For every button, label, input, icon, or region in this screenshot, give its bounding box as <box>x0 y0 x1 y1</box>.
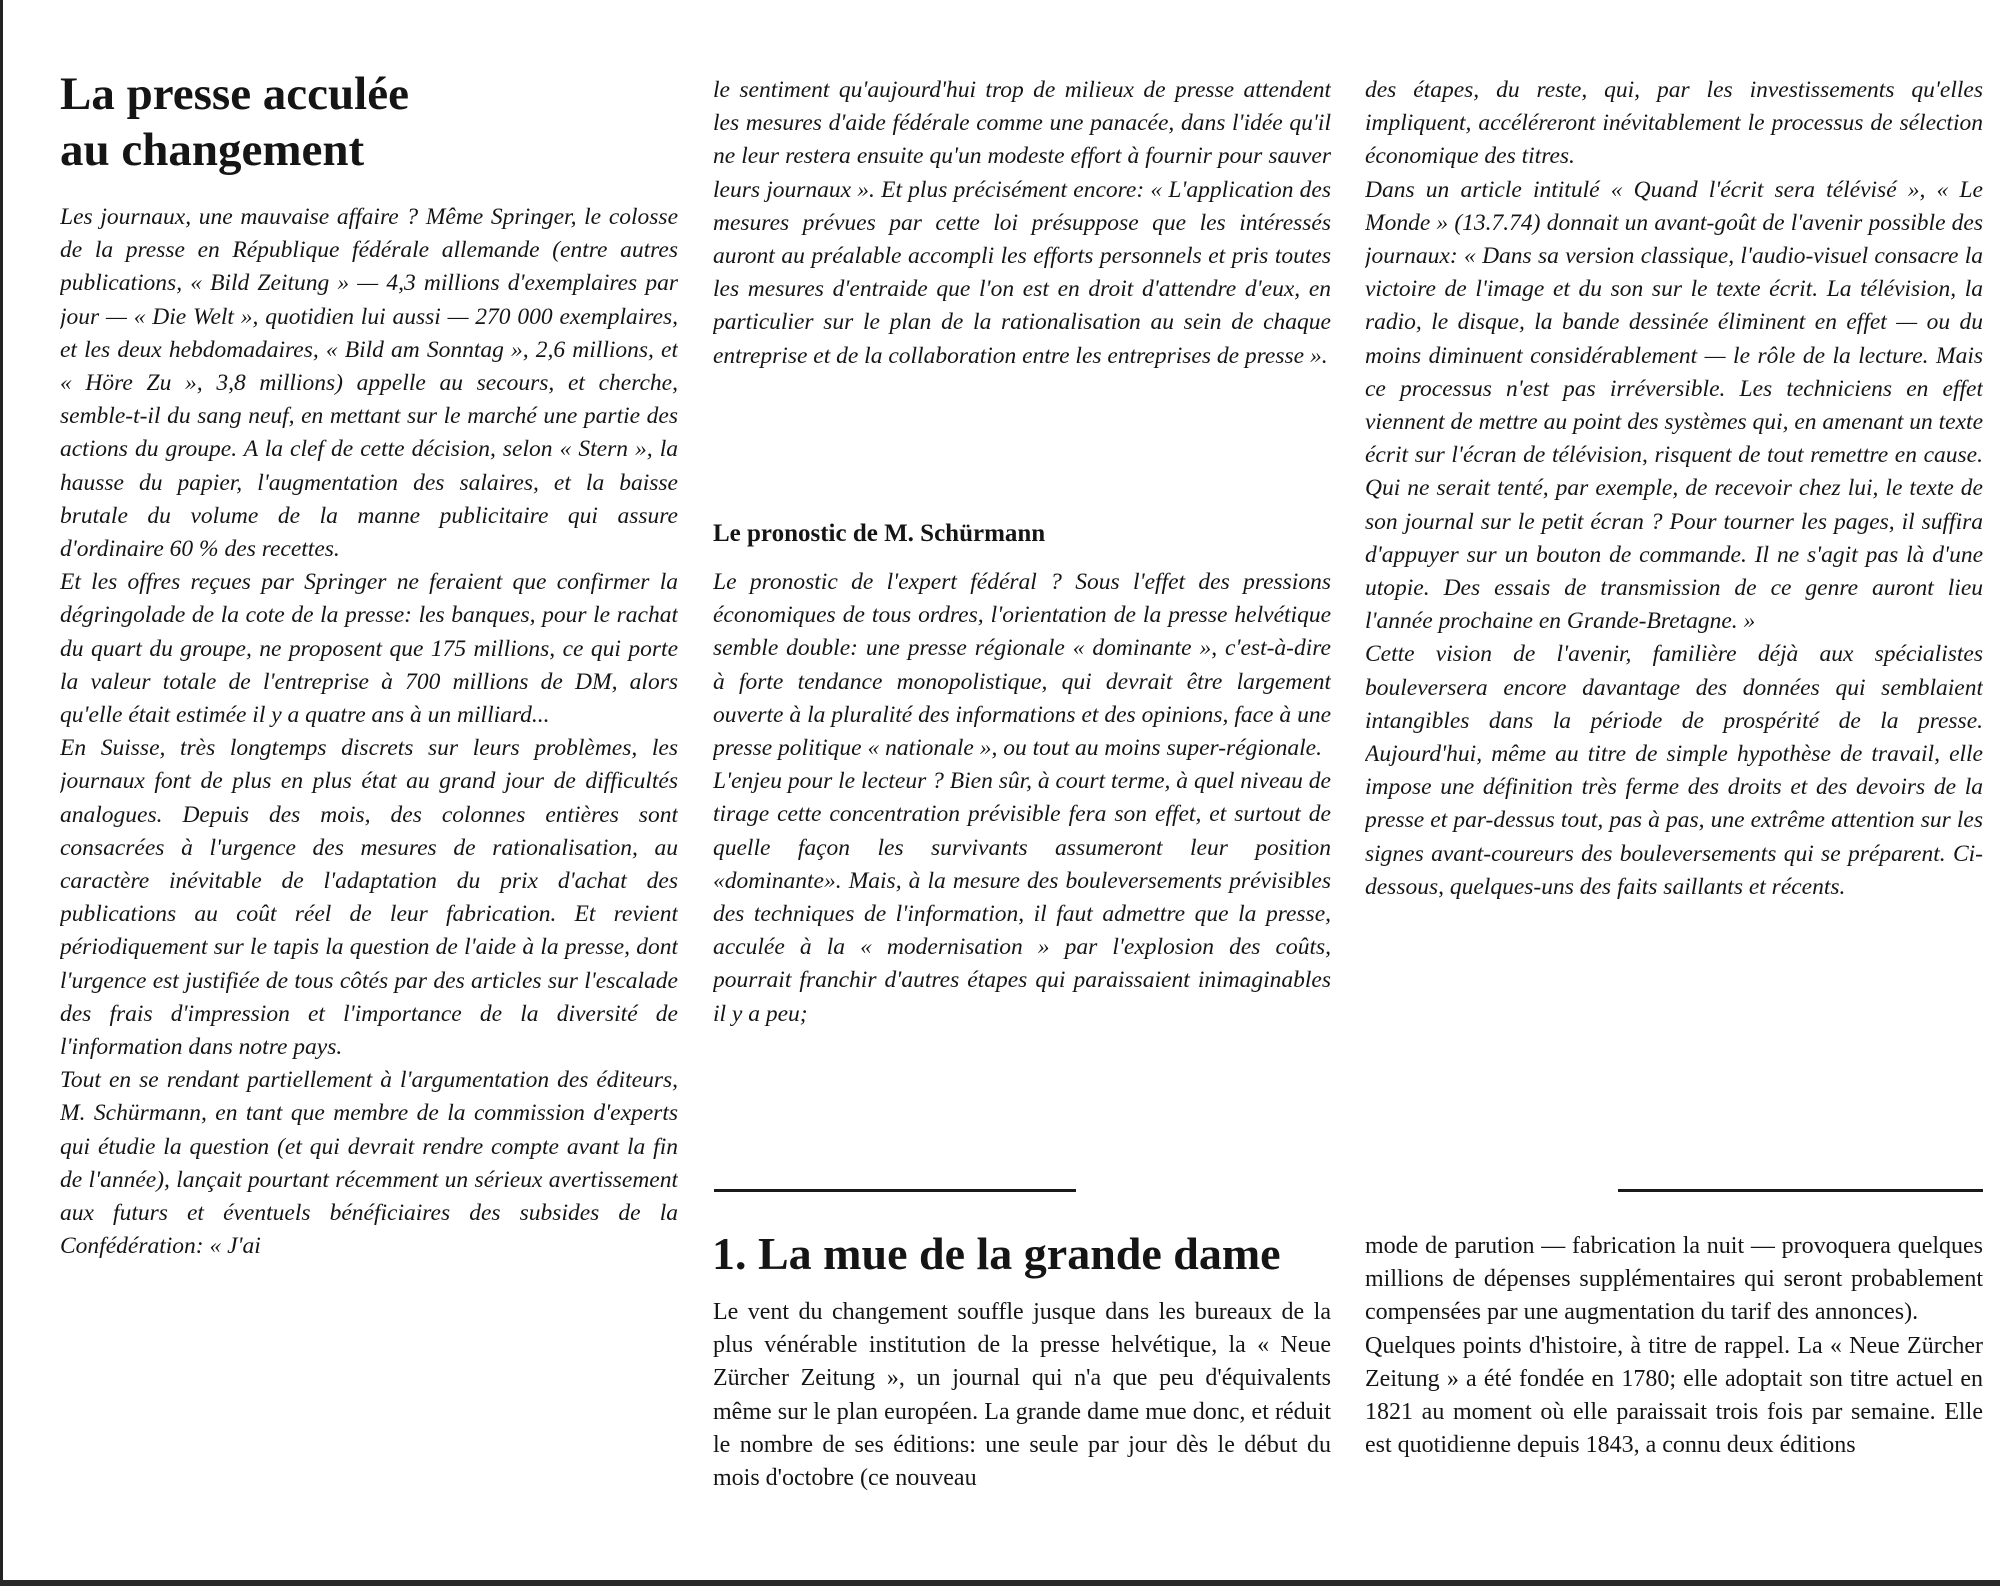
col2b-paragraph: L'enjeu pour le lecteur ? Bien sûr, à court terme, à quel niveau de tirage cette concentration prévisible fera son effet, et surtout de quelle façon les survivants assumeront leur position «dominante». Mais, à la mesure des bouleversements prévisibles des techniques de l'information, il faut admettre que la presse, acculée à la « modernisation » par l'explosion des coûts, pourrait franchir d'autres étapes qui paraissaient inimaginables il y a peu; <box>713 768 1331 1027</box>
section1-column-a <box>713 1296 1331 1546</box>
subhead-pronostic: Le pronostic de M. Schürmann <box>713 520 1046 547</box>
article-title-line2: au changement <box>60 124 365 176</box>
section1-paragraph: mode de parution — fabrication la nuit — provoquera quelques millions de dépenses supplémentaires qui seront probablement compensées par une augmentation du tarif des annonces). <box>1365 1233 1983 1326</box>
section-divider-left <box>714 1189 1076 1192</box>
section1-column-b <box>1365 1230 1983 1550</box>
column-1 <box>60 201 678 1541</box>
article-title <box>60 66 700 178</box>
section-divider-right <box>1618 1189 1983 1192</box>
col1-paragraph: Tout en se rendant partiellement à l'argumentation des éditeurs, M. Schürmann, en tant que membre de la commission d'experts qui étudie la question (et qui devrait rendre compte avant la fin de l'année), lançait pourtant récemment un sérieux avertissement aux futurs et éventuels bénéficiaires des subsides de la Confédération: « J'ai <box>60 1067 678 1260</box>
col2-paragraph: le sentiment qu'aujourd'hui trop de milieux de presse attendent les mesures d'aide fédérale comme une panacée, dans l'idée qu'il ne leur restera ensuite qu'un modeste effort à fournir pour sauver leurs journaux ». Et plus précisément encore: « L'application des mesures prévues par cette loi présuppose que les intéressés auront au préalable accompli les efforts personnels et pris toutes les mesures d'entraide que l'on est en droit d'attendre d'eux, en particulier sur le plan de la rationalisation au sein de chaque entreprise et de la collaboration entre les entreprises de presse ». <box>713 77 1331 369</box>
section-title: 1. La mue de la grande dame <box>712 1228 1281 1279</box>
col3-paragraph: Dans un article intitulé « Quand l'écrit sera télévisé », « Le Monde » (13.7.74) donnait un avant-goût de l'avenir possible des journaux: « Dans sa version classique, l'audio-visuel consacre la victoire de l'image et du son sur le texte écrit. La télévision, la radio, le disque, la bande dessinée éliminent en effet — ou du moins diminuent considérablement — le rôle de la lecture. Mais ce processus n'est pas irréversible. Les techniciens en effet viennent de mettre au point des systèmes qui, en amenant un texte écrit sur l'écran de télévision, risquent de tout remettre en cause. Qui ne serait tenté, par exemple, de recevoir chez lui, le texte de son journal sur le petit écran ? Pour tourner les pages, il suffira d'appuyer sur un bouton de commande. Il ne s'agit pas là d'une utopie. Des essais de transmission de ce genre auront lieu l'année prochaine en Grande-Bretagne. » <box>1365 176 1983 635</box>
section1-paragraph: Quelques points d'histoire, à titre de rappel. La « Neue Zürcher Zeitung » a été fondée en 1780; elle adoptait son titre actuel en 1821 au moment où elle paraissait trois fois par semaine. Elle est quotidienne depuis 1843, a connu deux éditions <box>1365 1332 1983 1459</box>
scan-border-bottom <box>0 1580 2000 1586</box>
scan-border-left <box>0 0 3 1586</box>
column-2-bottom <box>713 566 1331 1136</box>
col2b-paragraph: Le pronostic de l'expert fédéral ? Sous l'effet des pressions économiques de tous ordres, l'orientation de la presse helvétique semble double: une presse régionale « dominante », c'est-à-dire à forte tendance monopolistique, qui devrait être largement ouverte à la pluralité des informations et des opinions, face à une presse politique « nationale », ou tout au moins super-régionale. <box>713 569 1331 762</box>
column-3 <box>1365 74 1983 1144</box>
col1-paragraph: En Suisse, très longtemps discrets sur leurs problèmes, les journaux font de plus en plus état au grand jour de difficultés analogues. Depuis des mois, des colonnes entières sont consacrées à l'urgence des mesures de rationalisation, au caractère inévitable de l'adaptation du prix d'achat des publications au coût réel de leur fabrication. Et revient périodiquement sur le tapis la question de l'aide à la presse, dont l'urgence est justifiée de tous côtés par des articles sur l'escalade des frais d'impression et l'importance de la diversité de l'information dans notre pays. <box>60 735 678 1061</box>
col1-paragraph: Et les offres reçues par Springer ne feraient que confirmer la dégringolade de la cote de la presse: les banques, pour le rachat du quart du groupe, ne proposent que 175 millions, ce qui porte la valeur totale de l'entreprise à 700 millions de DM, alors qu'elle était estimée il y a quatre ans à un milliard... <box>60 569 678 729</box>
section1-paragraph: Le vent du changement souffle jusque dans les bureaux de la plus vénérable institution de la presse helvétique, la « Neue Zürcher Zeitung », un journal qui n'a que peu d'équivalents même sur le plan européen. La grande dame mue donc, et réduit le nombre de ses éditions: une seule par jour dès le début du mois d'octobre (ce nouveau <box>713 1299 1331 1492</box>
column-2-top <box>713 74 1331 474</box>
article-title-line1: La presse acculée <box>60 68 409 120</box>
col1-paragraph: Les journaux, une mauvaise affaire ? Même Springer, le colosse de la presse en République fédérale allemande (entre autres publications, « Bild Zeitung » — 4,3 millions d'exemplaires par jour — « Die Welt », quotidien lui aussi — 270 000 exemplaires, et les deux hebdomadaires, « Bild am Sonntag », 2,6 millions, et « Höre Zu », 3,8 millions) appelle au secours, et cherche, semble-t-il du sang neuf, en mettant sur le marché une partie des actions du groupe. A la clef de cette décision, selon « Stern », la hausse du papier, l'augmentation des salaires, et la baisse brutale du volume de la manne publicitaire qui assure d'ordinaire 60 % des recettes. <box>60 204 678 563</box>
col3-paragraph: Cette vision de l'avenir, familière déjà aux spécialistes bouleversera encore davantage des données qui semblaient intangibles dans la période de prospérité de la presse. Aujourd'hui, même au titre de simple hypothèse de travail, elle impose une définition très ferme des droits et des devoirs de la presse et par-dessus tout, pas à pas, une extrême attention sur les signes avant-coureurs des bouleversements qui se préparent. Ci-dessous, quelques-uns des faits saillants et récents. <box>1365 641 1983 900</box>
col3-paragraph: des étapes, du reste, qui, par les investissements qu'elles impliquent, accéléreront inévitablement le processus de sélection économique des titres. <box>1365 77 1983 170</box>
